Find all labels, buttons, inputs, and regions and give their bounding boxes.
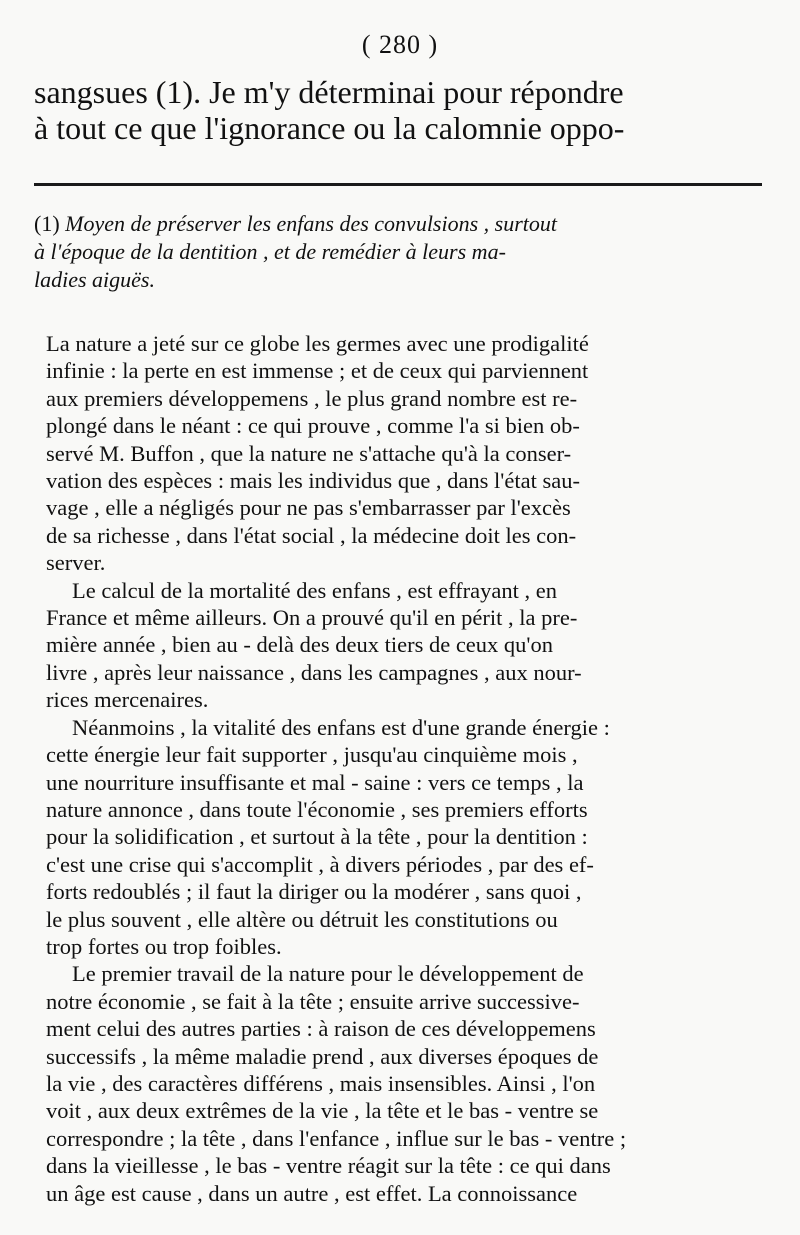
body-line: dans la vieillesse , le bas - ventre réagit sur la tête : ce qui dans xyxy=(46,1153,611,1179)
body-line: forts redoublés ; il faut la diriger ou la modérer , sans quoi , xyxy=(46,879,582,905)
body-line: Le calcul de la mortalité des enfans , est effrayant , en xyxy=(72,577,557,603)
body-line: infinie : la perte en est immense ; et de ceux qui parviennent xyxy=(46,358,589,384)
footnote-line xyxy=(34,210,764,238)
footnote-line: ladies aiguës. xyxy=(34,267,155,292)
body-line: server. xyxy=(46,550,106,576)
body-line: France et même ailleurs. On a prouvé qu'il en périt , la pre- xyxy=(46,605,578,631)
body-line: c'est une crise qui s'accomplit , à divers périodes , par des ef- xyxy=(46,851,594,877)
body-line: pour la solidification , et surtout à la tête , pour la dentition : xyxy=(46,824,588,850)
body-line: Néanmoins , la vitalité des enfans est d'une grande énergie : xyxy=(72,714,610,740)
body-line: la vie , des caractères différens , mais insensibles. Ainsi , l'on xyxy=(46,1070,596,1096)
body-line: La nature a jeté sur ce globe les germes avec une prodigalité xyxy=(46,331,589,356)
body-line: vage , elle a négligés pour ne pas s'embarrasser par l'excès xyxy=(46,495,571,521)
body-line: trop fortes ou trop foibles. xyxy=(46,933,282,959)
body-line: cette énergie leur fait supporter , jusqu'au cinquième mois , xyxy=(46,742,578,768)
body-line: Le premier travail de la nature pour le développement de xyxy=(72,961,584,987)
body-line: plongé dans le néant : ce qui prouve , comme l'a si bien ob- xyxy=(46,413,580,439)
body-line: correspondre ; la tête , dans l'enfance , influe sur le bas - ventre ; xyxy=(46,1125,627,1151)
footnote-marker: (1) xyxy=(34,211,60,236)
footnote-line-text: Moyen de préserver les enfans des convulsions , surtout xyxy=(65,211,558,236)
footnote xyxy=(34,210,764,294)
body-line: vation des espèces : mais les individus que , dans l'état sau- xyxy=(46,468,580,494)
body-line: notre économie , se fait à la tête ; ensuite arrive successive- xyxy=(46,988,580,1014)
body-line: livre , après leur naissance , dans les campagnes , aux nour- xyxy=(46,659,582,685)
body-line: de sa richesse , dans l'état social , la médecine doit les con- xyxy=(46,522,577,548)
carryover-text xyxy=(34,74,764,146)
body-text xyxy=(46,330,764,1207)
footnote-rule xyxy=(34,183,762,186)
body-line: voit , aux deux extrêmes de la vie , la tête et le bas - ventre se xyxy=(46,1098,599,1124)
body-line: un âge est cause , dans un autre , est effet. La connoissance xyxy=(46,1180,578,1206)
footnote-line: à l'époque de la dentition , et de remédier à leurs ma- xyxy=(34,239,506,264)
body-line: ment celui des autres parties : à raison de ces développemens xyxy=(46,1016,596,1042)
body-line: le plus souvent , elle altère ou détruit les constitutions ou xyxy=(46,906,558,932)
body-line: rices mercenaires. xyxy=(46,687,209,713)
body-line: une nourriture insuffisante et mal - saine : vers ce temps , la xyxy=(46,769,584,795)
text-line: à tout ce que l'ignorance ou la calomnie oppo- xyxy=(34,110,625,146)
body-line: successifs , la même maladie prend , aux diverses époques de xyxy=(46,1043,599,1069)
body-line: aux premiers développemens , le plus grand nombre est re- xyxy=(46,385,578,411)
body-line: servé M. Buffon , que la nature ne s'attache qu'à la conser- xyxy=(46,440,572,466)
body-line: mière année , bien au - delà des deux tiers de ceux qu'on xyxy=(46,632,553,658)
text-line: sangsues (1). Je m'y déterminai pour répondre xyxy=(34,74,624,110)
page-number: ( 280 ) xyxy=(361,30,439,59)
body-line: nature annonce , dans toute l'économie , ses premiers efforts xyxy=(46,796,588,822)
